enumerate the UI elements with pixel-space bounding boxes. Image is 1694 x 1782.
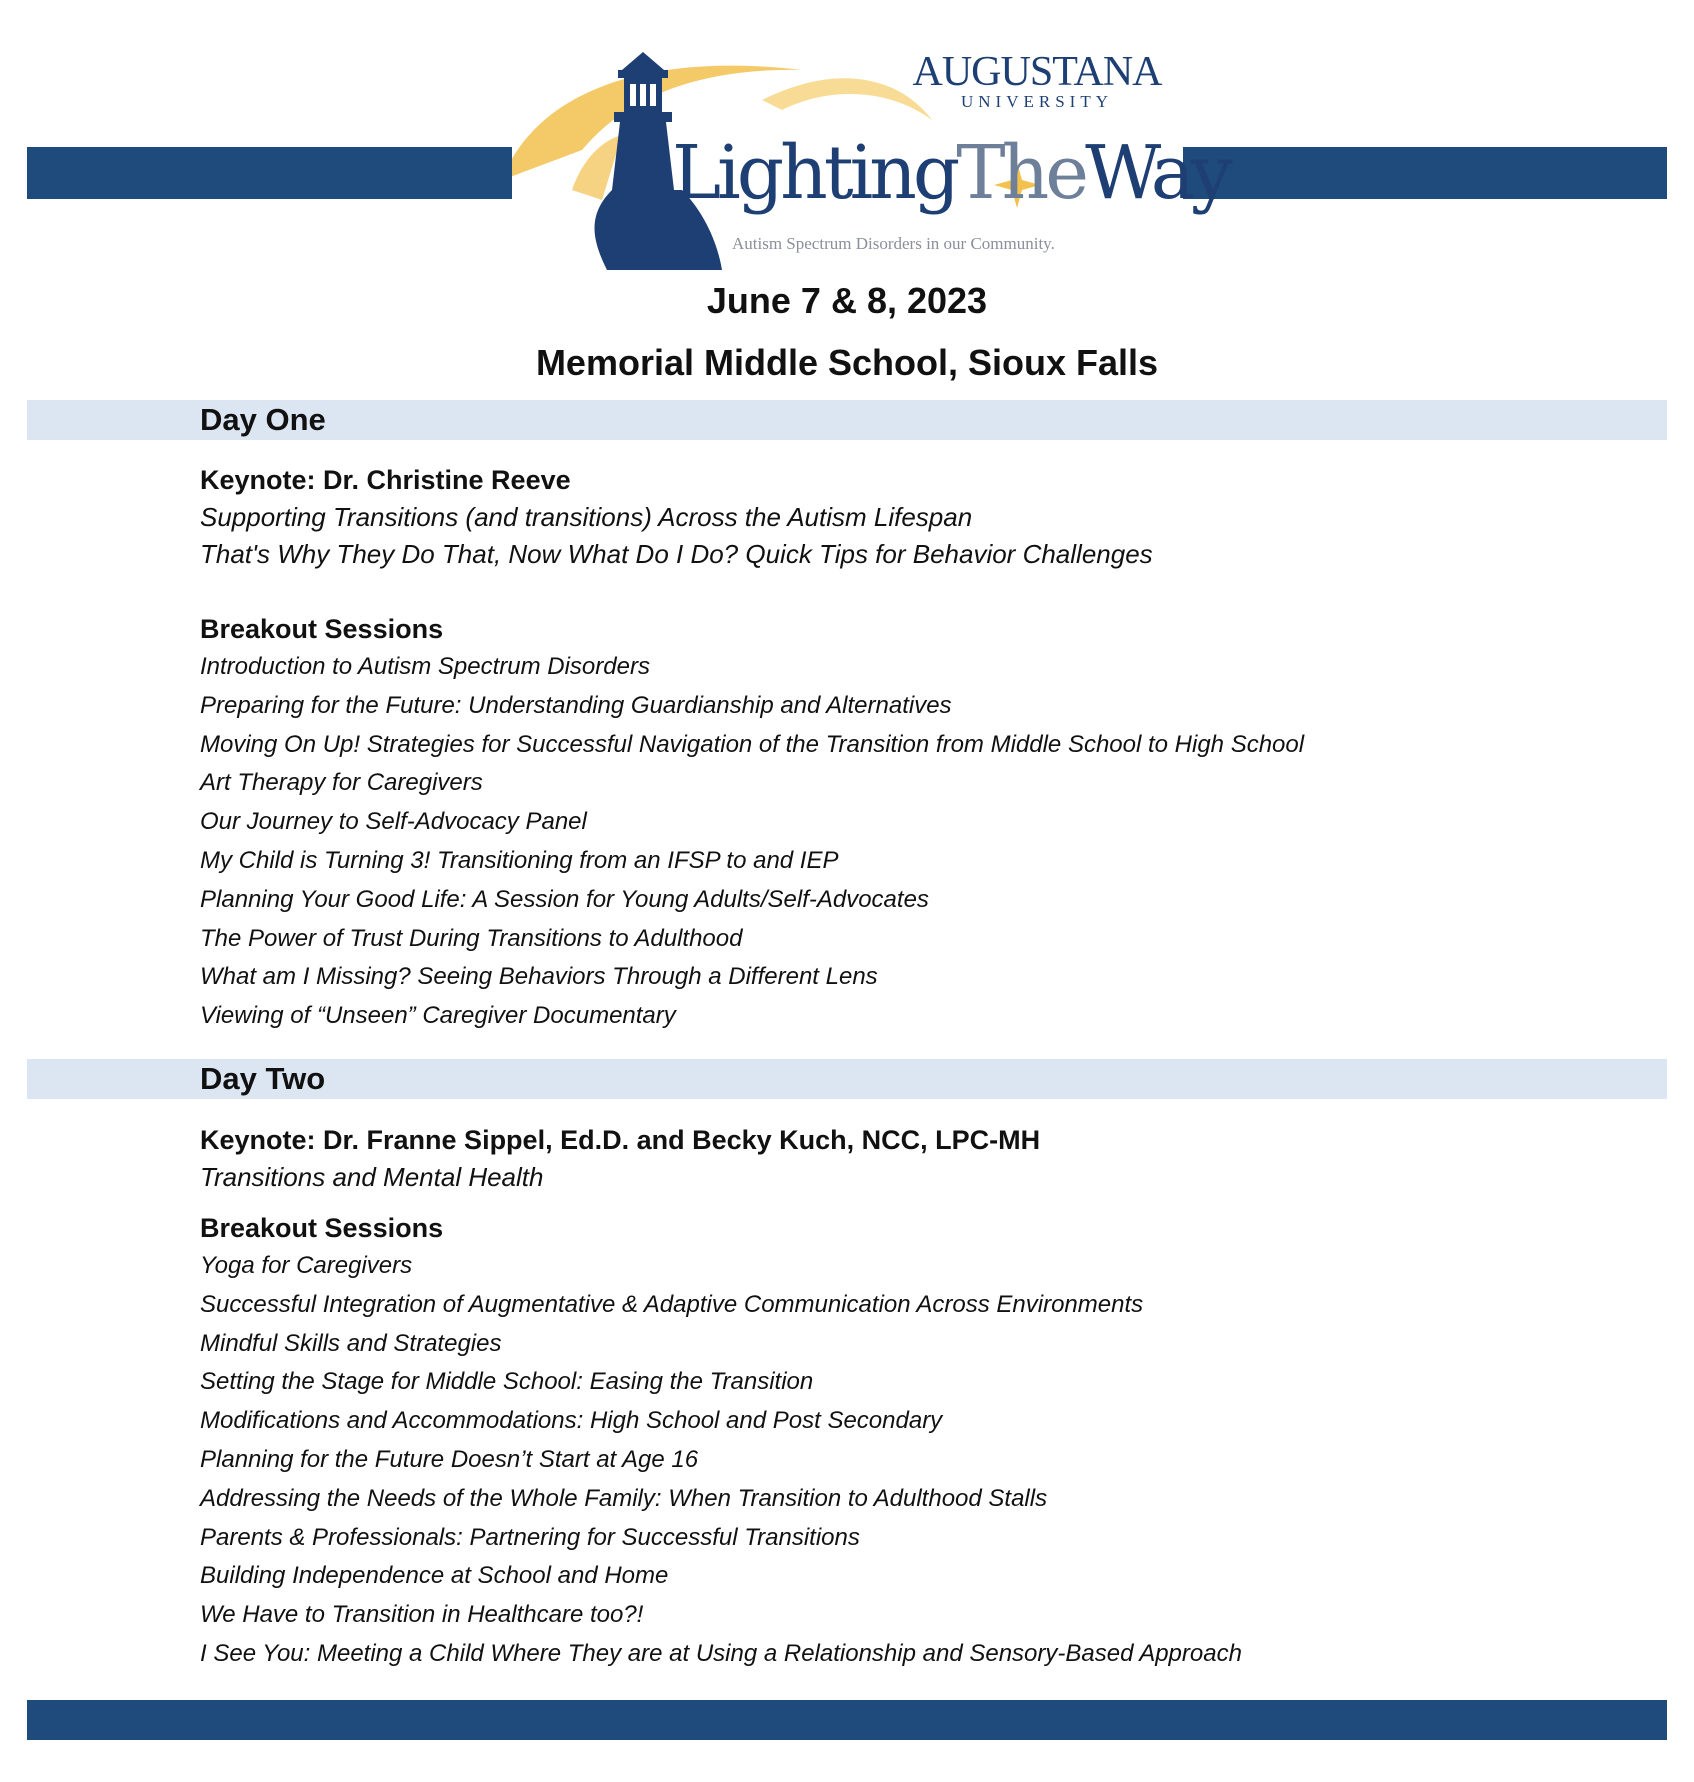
day-one-heading: Day One bbox=[200, 402, 326, 437]
list-item: I See You: Meeting a Child Where They are at Using a Relationship and Sensory-Based Approach bbox=[200, 1639, 1242, 1667]
list-item: Modifications and Accommodations: High School and Post Secondary bbox=[200, 1407, 943, 1435]
list-item: Our Journey to Self-Advocacy Panel bbox=[200, 808, 587, 836]
keynote-talk: Transitions and Mental Health bbox=[200, 1162, 544, 1192]
breakout-heading: Breakout Sessions bbox=[200, 614, 444, 644]
logo-title-the: The bbox=[956, 130, 1086, 216]
list-item: Moving On Up! Strategies for Successful Navigation of the Transition from Middle School to High School bbox=[200, 730, 1305, 758]
event-venue: Memorial Middle School, Sioux Falls bbox=[535, 342, 1159, 383]
logo-tagline: Autism Spectrum Disorders in our Community. bbox=[732, 234, 1055, 253]
day-one-breakouts bbox=[200, 610, 1640, 1036]
university-name: AUGUSTANA bbox=[912, 49, 1162, 95]
event-date: June 7 & 8, 2023 bbox=[706, 280, 988, 321]
breakout-list bbox=[200, 1247, 1640, 1674]
list-item: Introduction to Autism Spectrum Disorders bbox=[200, 653, 650, 680]
breakout-heading: Breakout Sessions bbox=[200, 1213, 444, 1243]
list-item: Yoga for Caregivers bbox=[200, 1252, 413, 1279]
day-two-breakouts bbox=[200, 1209, 1640, 1674]
list-item: Planning for the Future Doesn’t Start at Age 16 bbox=[200, 1445, 699, 1473]
university-subtitle: UNIVERSITY bbox=[961, 92, 1113, 111]
list-item: Successful Integration of Augmentative & Adaptive Communication Across Environments bbox=[200, 1290, 1144, 1318]
logo-title-lighting: Lighting bbox=[672, 130, 957, 216]
keynote-talk: That's Why They Do That, Now What Do I Do? Quick Tips for Behavior Challenges bbox=[200, 539, 1153, 569]
list-item: My Child is Turning 3! Transitioning from an IFSP to and IEP bbox=[200, 846, 839, 874]
day-two-heading: Day Two bbox=[200, 1061, 326, 1096]
keynote-heading: Keynote: Dr. Christine Reeve bbox=[200, 465, 571, 495]
list-item: What am I Missing? Seeing Behaviors Through a Different Lens bbox=[200, 963, 878, 991]
day-two-band bbox=[27, 1059, 1667, 1099]
list-item: Viewing of “Unseen” Caregiver Documentary bbox=[200, 1002, 676, 1030]
event-logo-title bbox=[672, 128, 1229, 218]
list-item: Addressing the Needs of the Whole Family: When Transition to Adulthood Stalls bbox=[200, 1484, 1048, 1512]
list-item: We Have to Transition in Healthcare too?! bbox=[200, 1601, 644, 1629]
keynote-talk: Supporting Transitions (and transitions) Across the Autism Lifespan bbox=[200, 502, 973, 532]
logo-title-way: Way bbox=[1085, 130, 1229, 216]
list-item: Setting the Stage for Middle School: Easing the Transition bbox=[200, 1368, 814, 1396]
list-item: Building Independence at School and Home bbox=[200, 1562, 669, 1590]
list-item: Parents & Professionals: Partnering for Successful Transitions bbox=[200, 1523, 860, 1551]
day-two-keynote bbox=[200, 1121, 1640, 1196]
list-item: Preparing for the Future: Understanding Guardianship and Alternatives bbox=[200, 691, 952, 719]
list-item: Mindful Skills and Strategies bbox=[200, 1329, 502, 1357]
footer-bar bbox=[27, 1700, 1667, 1740]
header-bar-right bbox=[1183, 147, 1667, 199]
keynote-heading: Keynote: Dr. Franne Sippel, Ed.D. and Becky Kuch, NCC, LPC-MH bbox=[200, 1125, 1041, 1155]
list-item: Planning Your Good Life: A Session for Young Adults/Self-Advocates bbox=[200, 885, 929, 913]
list-item: Art Therapy for Caregivers bbox=[200, 769, 483, 797]
day-one-keynote bbox=[200, 461, 1640, 573]
lighting-the-way-logo bbox=[512, 40, 1229, 270]
breakout-list bbox=[200, 648, 1640, 1036]
day-one-band bbox=[27, 400, 1667, 440]
header-bar-left bbox=[27, 147, 512, 199]
list-item: The Power of Trust During Transitions to Adulthood bbox=[200, 924, 743, 952]
